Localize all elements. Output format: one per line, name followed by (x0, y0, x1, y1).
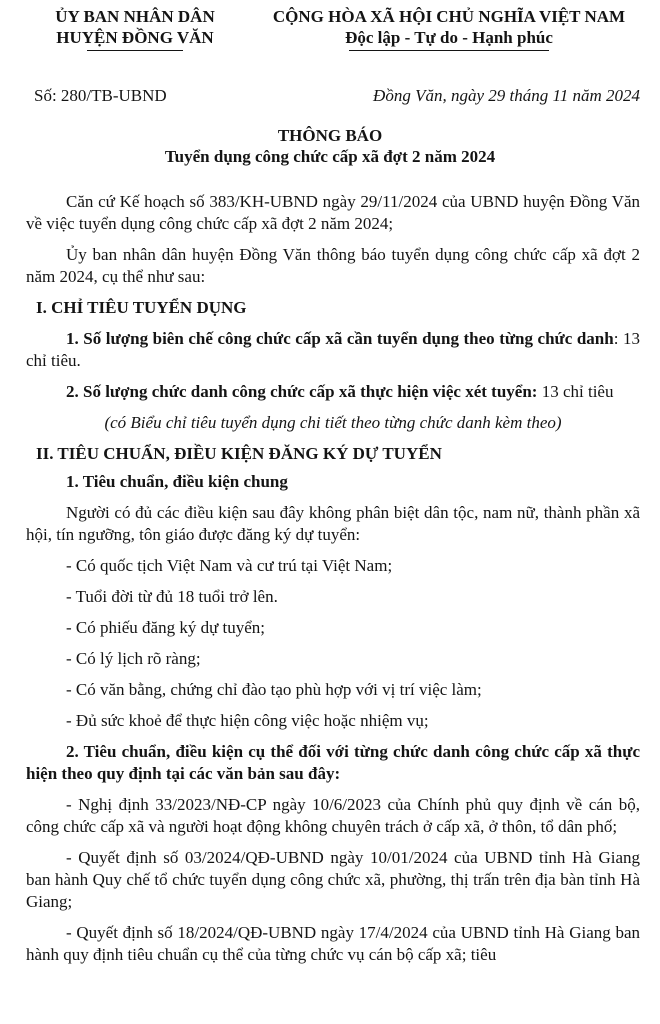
issuing-authority (40, 6, 230, 51)
section-2-heading: II. TIÊU CHUẨN, ĐIỀU KIỆN ĐĂNG KÝ DỰ TUYỂN (36, 444, 442, 463)
section-1-item-1 (26, 328, 640, 372)
paragraph-announcement: Ủy ban nhân dân huyện Đồng Văn thông báo tuyển dụng công chức cấp xã đợt 2 năm 2024, cụ thể như sau: (26, 245, 640, 286)
legal-reference: - Quyết định số 18/2024/QĐ-UBND ngày 17/4/2024 của UBND tỉnh Hà Giang ban hành quy định tiêu chuẩn cụ thể của từng chức vụ cán bộ cấp xã; tiêu (26, 923, 640, 964)
document-body (26, 191, 640, 966)
nation-line-1: CỘNG HÒA XÃ HỘI CHỦ NGHĨA VIỆT NAM (272, 7, 626, 26)
section-1-note: (có Biểu chỉ tiêu tuyển dụng chi tiết theo từng chức danh kèm theo) (104, 413, 562, 432)
item-2-value: 13 chỉ tiêu (537, 382, 614, 401)
condition-item: - Tuổi đời từ đủ 18 tuổi trở lên. (66, 587, 278, 606)
authority-line-1: ỦY BAN NHÂN DÂN (55, 7, 215, 26)
item-1-value: : 13 chỉ tiêu. (26, 329, 640, 370)
document-title: THÔNG BÁO (277, 126, 383, 145)
motto-underline (349, 50, 549, 51)
general-conditions-intro: Người có đủ các điều kiện sau đây không phân biệt dân tộc, nam nữ, thành phần xã hội, tín ngưỡng, tôn giáo được đăng ký dự tuyển: (26, 503, 640, 544)
condition-item: - Đủ sức khoẻ để thực hiện công việc hoặc nhiệm vụ; (66, 711, 429, 730)
condition-item: - Có lý lịch rõ ràng; (66, 649, 201, 668)
nation-line-2: Độc lập - Tự do - Hạnh phúc (345, 28, 553, 47)
place-and-date: Đồng Văn, ngày 29 tháng 11 năm 2024 (373, 86, 640, 105)
condition-item: - Có văn bằng, chứng chỉ đào tạo phù hợp với vị trí việc làm; (66, 680, 482, 699)
paragraph-basis: Căn cứ Kế hoạch số 383/KH-UBND ngày 29/11/2024 của UBND huyện Đồng Văn về việc tuyển dụng công chức cấp xã đợt 2 năm 2024; (26, 192, 640, 233)
legal-reference: - Nghị định 33/2023/NĐ-CP ngày 10/6/2023 của Chính phủ quy định về cán bộ, công chức cấp xã và người hoạt động không chuyên trách ở cấp xã, ở thôn, tổ dân phố; (26, 795, 640, 836)
item-2-label: 2. Số lượng chức danh công chức cấp xã thực hiện việc xét tuyển: (66, 382, 538, 401)
authority-underline (87, 50, 183, 51)
condition-item: - Có quốc tịch Việt Nam và cư trú tại Việt Nam; (66, 556, 393, 575)
section-1-item-2 (26, 381, 640, 403)
section-2-subheading-1: 1. Tiêu chuẩn, điều kiện chung (66, 472, 288, 491)
authority-line-2: HUYỆN ĐỒNG VĂN (56, 28, 214, 47)
legal-reference: - Quyết định số 03/2024/QĐ-UBND ngày 10/01/2024 của UBND tỉnh Hà Giang ban hành Quy chế tổ chức tuyển dụng công chức xã, phường, thị trấn trên địa bàn tỉnh Hà Giang; (26, 848, 640, 911)
item-1-label: 1. Số lượng biên chế công chức cấp xã cần tuyển dụng theo từng chức danh (66, 329, 614, 348)
section-1-heading: I. CHỈ TIÊU TUYỂN DỤNG (36, 298, 247, 317)
condition-item: - Có phiếu đăng ký dự tuyển; (66, 618, 266, 637)
document-subtitle: Tuyển dụng công chức cấp xã đợt 2 năm 2024 (164, 147, 496, 166)
document-number: Số: 280/TB-UBND (34, 86, 167, 105)
section-2-subheading-2: 2. Tiêu chuẩn, điều kiện cụ thể đối với từng chức danh công chức cấp xã thực hiện theo quy định tại các văn bản sau đây: (26, 742, 640, 783)
national-motto (238, 6, 660, 51)
